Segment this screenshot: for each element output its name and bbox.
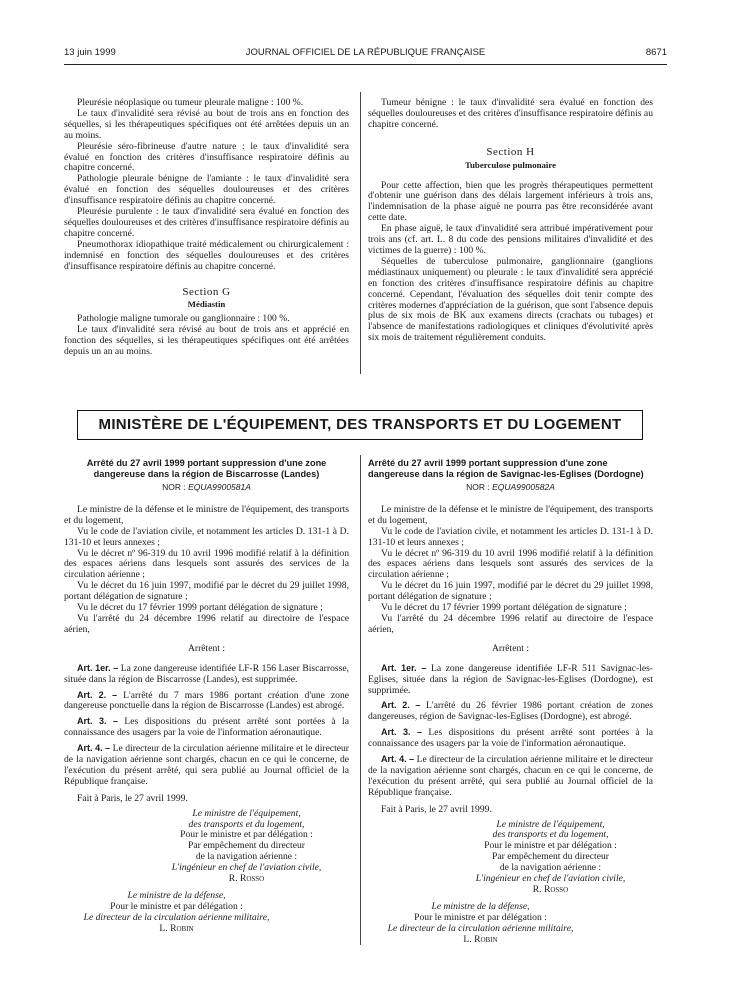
article-text: La zone dangereuse identifiée LF-R 511 Savignac-les-Eglises, située dans la région de Savignac-les-Eglises (Dordogne), est supprimée. (368, 662, 654, 696)
signature-line: de la navigation aérienne : (195, 851, 298, 863)
article-label: Art. 2. – (77, 689, 118, 700)
article-text: Le directeur de la circulation aérienne militaire et le directeur de la navigation aérienne sont chargés, chacun en ce qui le concerne, de l'exécution du présent arrêté, qui sera publié au Journal officiel de la République française. (64, 743, 350, 787)
signature-block-equipment (448, 820, 653, 896)
article-1 (64, 663, 349, 686)
article-label: Art. 4. – (77, 743, 111, 754)
signature-date: Fait à Paris, le 27 avril 1999. (77, 792, 188, 804)
nor-reference (64, 482, 349, 493)
article-label: Art. 4. – (381, 754, 415, 765)
signatory-name: R. Rosso (532, 884, 569, 895)
section-heading: Section G (182, 285, 231, 298)
signature-line: Pour le ministre et par délégation : (484, 840, 617, 852)
paragraph: Le taux d'invalidité sera révisé au bout de trois ans et apprécié en fonction des séquelles, si les thérapeutiques spécifiques ont été arrêtées depuis un an au moins. (64, 324, 349, 358)
signature-line: Pour le ministre et par délégation : (180, 829, 313, 841)
section-heading: Section H (486, 145, 535, 158)
arrete-title: Arrêté du 27 avril 1999 portant suppression d'une zone dangereuse dans la région de Savignac-les-Eglises (Dordogne) (368, 458, 644, 479)
paragraph: Vu l'arrêté du 24 décembre 1996 relatif au directoire de l'espace aérien, (64, 612, 349, 635)
arrete-title: Arrêté du 27 avril 1999 portant suppression d'une zone dangereuse dans la région de Biscarrosse (Landes) (86, 458, 327, 479)
nor-label: NOR : (466, 482, 490, 492)
signature-line: Le ministre de l'équipement, (496, 818, 605, 830)
article-text: L'arrêté du 26 février 1986 portant création de zones dangereuses, région de Savignac-les-Eglises (Dordogne), est abrogé. (368, 700, 653, 723)
paragraph: Vu le code de l'aviation civile, et notamment les articles D. 131-1 à D. 131-10 et leurs annexes ; (368, 525, 653, 548)
signature-line: des transports et du logement, (492, 829, 609, 841)
article-label: Art. 1er. – (77, 662, 119, 673)
signature-line: Le ministre de l'équipement, (192, 807, 301, 819)
ministry-banner: MINISTÈRE DE L'ÉQUIPEMENT, DES TRANSPORTS ET DU LOGEMENT (77, 410, 643, 440)
paragraph: Vu le décret du 17 février 1999 portant délégation de signature ; (77, 602, 323, 614)
signature-line: Le directeur de la circulation aérienne militaire, (83, 911, 270, 923)
paragraph: Séquelles de tuberculose pulmonaire, ganglionnaire (ganglions médiastinaux uniquement) ou pleurale : le taux d'invalidité sera apprécié en fonction des critères d'insuffisance respiratoire définis au chapitre concerné. Cependant, l'évaluation des séquelles doit tenir compte des critères modernes d'appréciation de la guérison, que sont l'absence depuis plus de six mois de BK aux examens directs (crachats ou tubages) et l'absence de manifestations radiologiques et cliniques d'évolutivité après six mois de traitement régulièrement conduits. (368, 255, 653, 344)
article-text: Les dispositions du présent arrêté sont portées à la connaissance des usagers par la voie de l'information aéronautique. (64, 716, 349, 739)
paragraph: Pleurésie néoplasique ou tumeur pleurale maligne : 100 %. (77, 97, 304, 108)
arretent-label: Arrêtent : (187, 642, 226, 654)
page-header (64, 47, 667, 61)
section-subheading: Tuberculose pulmonaire (464, 159, 556, 170)
paragraph: Pour cette affection, bien que les progrès thérapeutiques permettent d'obtenir une guérison dans des délais largement inférieurs à trois ans, l'indemnisation de la phase aiguë ne pourra pas être reconsidérée avant cette date. (368, 179, 653, 224)
paragraph: Vu le décret nº 96-319 du 10 avril 1996 modifié relatif à la définition des espaces aériens dans lesquels sont assurés des services de la circulation aérienne ; (64, 547, 349, 581)
article-text: Le directeur de la circulation aérienne militaire et le directeur de la navigation aérienne sont chargés, chacun en ce qui le concerne, de l'exécution du présent arrêté, qui sera publié au Journal officiel de la République française. (368, 754, 654, 798)
top-left-column (64, 98, 349, 358)
signature-line: Pour le ministre et par délégation : (414, 911, 547, 923)
paragraph: Pleurésie séro-fibrineuse d'autre nature : le taux d'invalidité sera évalué en fonction des critères d'insuffisance respiratoire définis au chapitre concerné. (64, 140, 349, 174)
paragraph: Vu le décret du 16 juin 1997, modifié par le décret du 29 juillet 1998, portant délégation de signature ; (368, 580, 653, 603)
nor-code: EQUA9900581A (188, 482, 251, 492)
article-4 (64, 743, 349, 788)
paragraph: Tumeur bénigne : le taux d'invalidité sera évalué en fonction des séquelles douloureuses et des critères d'insuffisance respiratoire définis au chapitre concerné. (368, 97, 653, 130)
article-4 (368, 754, 653, 799)
paragraph: Le ministre de la défense et le ministre de l'équipement, des transports et du logement, (368, 503, 653, 526)
article-label: Art. 3. – (77, 716, 118, 727)
column-divider-top (360, 92, 361, 374)
signature-line: Le ministre de la défense, (127, 890, 226, 901)
paragraph: Pathologie maligne tumorale ou ganglionnaire : 100 %. (77, 313, 290, 325)
header-rule (64, 64, 667, 65)
paragraph: Pleurésie purulente : le taux d'invalidité sera évalué en fonction des séquelles douloureuses et des critères d'insuffisance respiratoire définis au chapitre concerné. (64, 206, 349, 239)
paragraph: Le ministre de la défense et le ministre de l'équipement, des transports et du logement, (64, 503, 349, 526)
nor-reference (368, 482, 653, 493)
article-label: Art. 2. – (381, 700, 421, 711)
signature-line: Par empêchement du directeur (492, 851, 609, 863)
signature-line: Le directeur de la circulation aérienne militaire, (387, 922, 574, 934)
nor-label: NOR : (162, 482, 186, 492)
article-text: La zone dangereuse identifiée LF-R 156 Laser Biscarrosse, située dans la région de Biscarrosse (Landes), est supprimée. (64, 662, 349, 685)
nor-code: EQUA9900582A (492, 482, 555, 492)
signatory-name: R. Rosso (228, 873, 265, 885)
article-label: Art. 3. – (381, 727, 422, 738)
arretent-label: Arrêtent : (491, 642, 530, 654)
paragraph: Vu le décret du 16 juin 1997, modifié par le décret du 29 juillet 1998, portant délégation de signature ; (64, 580, 349, 603)
signature-line: L'ingénieur en chef de l'aviation civile, (475, 873, 626, 885)
signature-line: Pour le ministre et par délégation : (110, 900, 243, 912)
paragraph: En phase aiguë, le taux d'invalidité sera attribué impérativement pour trois ans (cf. art. L. 8 du code des pensions militaires d'invalidité et des victimes de la guerre) : 100 %. (368, 223, 653, 256)
signature-date: Fait à Paris, le 27 avril 1999. (381, 803, 492, 815)
article-3 (64, 716, 349, 739)
paragraph: Vu l'arrêté du 24 décembre 1996 relatif au directoire de l'espace aérien, (368, 612, 653, 635)
left-arrete (64, 458, 349, 935)
signature-block-defense (368, 902, 593, 946)
journal-title: JOURNAL OFFICIEL DE LA RÉPUBLIQUE FRANÇAISE (245, 47, 486, 58)
column-divider-bottom (360, 455, 361, 945)
signature-block-defense (64, 891, 289, 935)
section-subheading: Médiastin (187, 299, 226, 310)
paragraph: Pathologie pleurale bénigne de l'amiante : le taux d'invalidité sera évalué en fonction des séquelles douloureuses et des critères d'insuffisance respiratoire définis au chapitre concerné. (64, 173, 349, 207)
signatory-name: L. Robin (463, 933, 498, 945)
article-text: Les dispositions du présent arrêté sont portées à la connaissance des usagers par la voie de l'information aéronautique. (368, 727, 653, 750)
issue-date: 13 juin 1999 (64, 47, 116, 58)
signature-line: Par empêchement du directeur (188, 840, 305, 852)
paragraph: Vu le décret du 17 février 1999 portant délégation de signature ; (381, 602, 627, 614)
paragraph: Vu le décret nº 96-319 du 10 avril 1996 modifié relatif à la définition des espaces aériens dans lesquels sont assurés des services de la circulation aérienne ; (368, 547, 653, 581)
article-2 (368, 700, 653, 723)
article-2 (64, 690, 349, 713)
top-right-column (368, 98, 653, 344)
signature-block-equipment (144, 809, 349, 885)
paragraph: Vu le code de l'aviation civile, et notamment les articles D. 131-1 à D. 131-10 et leurs annexes ; (64, 525, 349, 548)
signatory-name: L. Robin (159, 922, 194, 934)
signature-line: L'ingénieur en chef de l'aviation civile, (171, 862, 322, 874)
signature-line: des transports et du logement, (188, 818, 305, 830)
article-1 (368, 663, 653, 697)
page-number: 8671 (645, 47, 667, 58)
paragraph: Pneumothorax idiopathique traité médicalement ou chirurgicalement : indemnisé en fonction des séquelles douloureuses et des critères d'insuffisance respiratoire définis au chapitre concerné. (64, 238, 349, 272)
article-label: Art. 1er. – (381, 662, 427, 673)
article-text: L'arrêté du 7 mars 1986 portant création d'une zone dangereuse ponctuelle dans la région de Biscarrosse (Landes) est abrogé. (64, 689, 349, 712)
paragraph: Le taux d'invalidité sera révisé au bout de trois ans en fonction des séquelles, si les thérapeutiques spécifiques ont été arrêtées depuis un an au moins. (64, 107, 349, 141)
article-3 (368, 727, 653, 750)
signature-line: de la navigation aérienne : (499, 862, 602, 874)
signature-line: Le ministre de la défense, (431, 900, 530, 912)
right-arrete (368, 458, 653, 946)
